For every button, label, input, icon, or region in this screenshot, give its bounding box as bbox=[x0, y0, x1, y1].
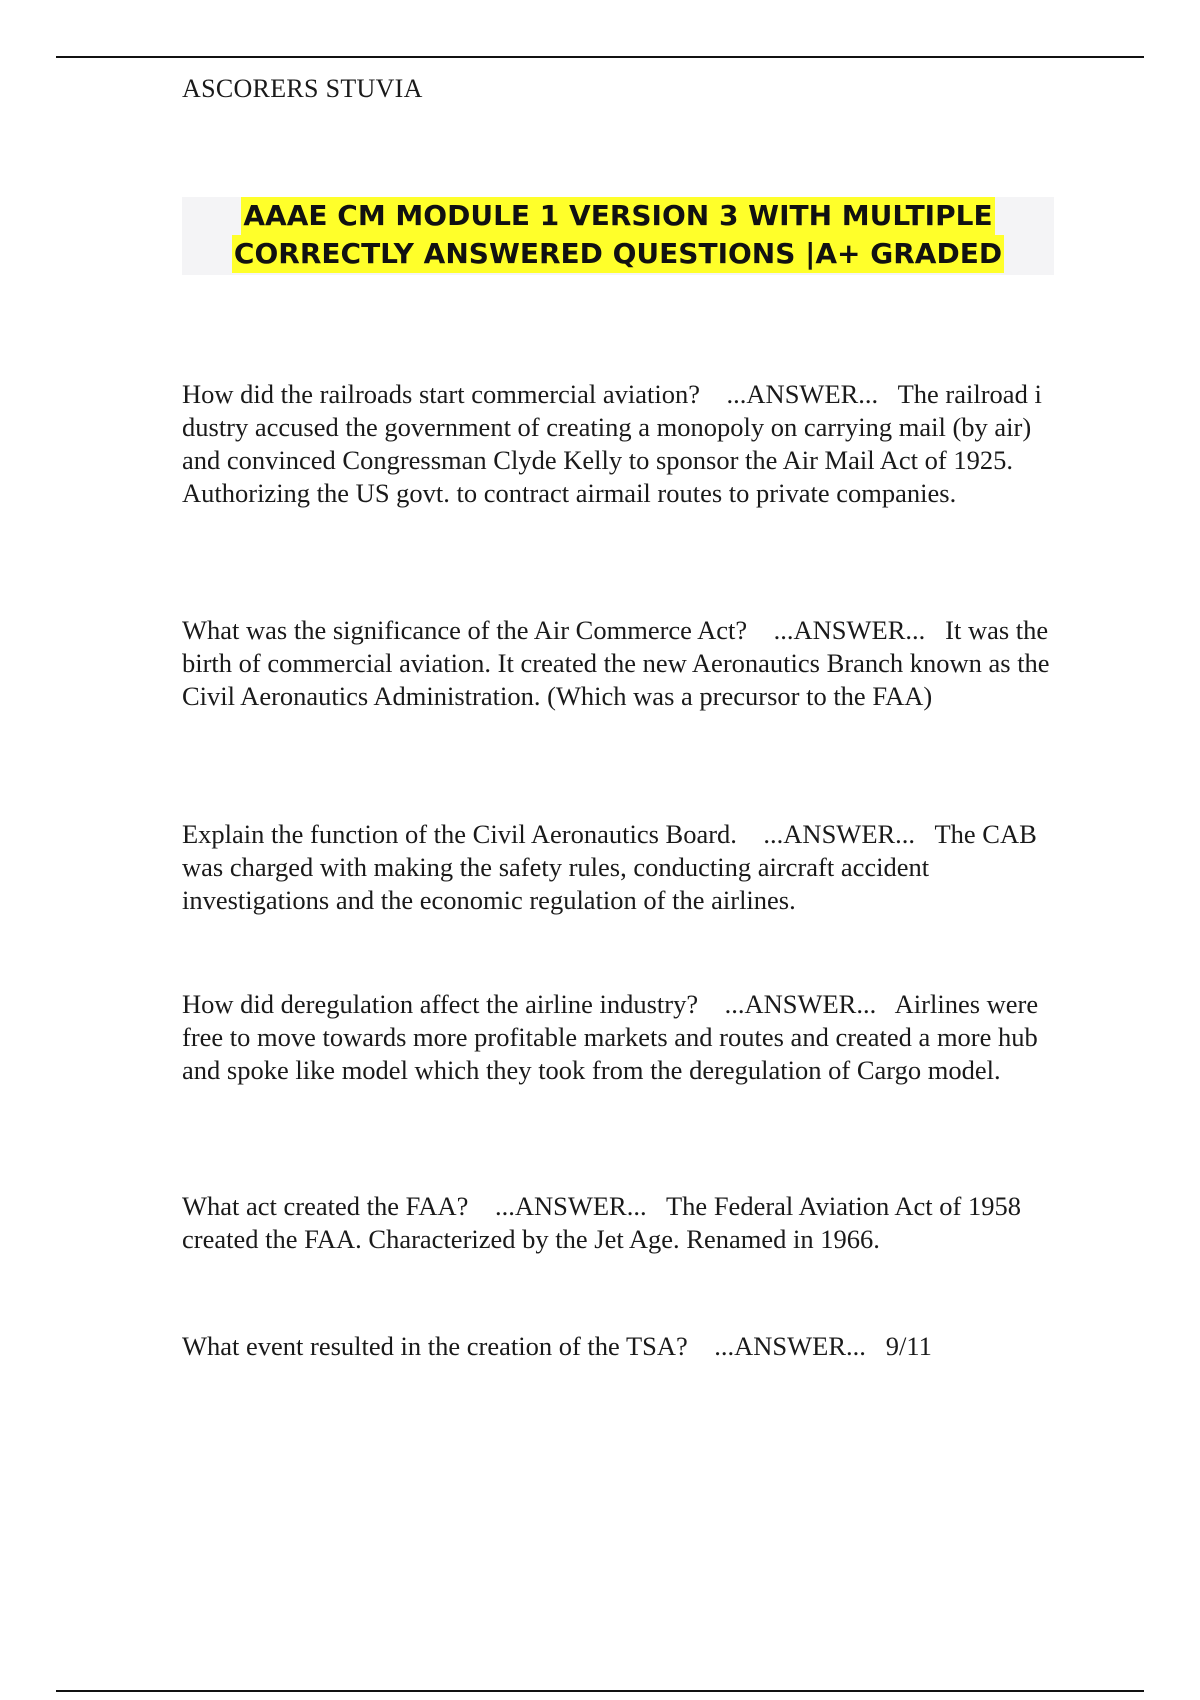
answer-separator: ...ANSWER... bbox=[714, 1331, 866, 1361]
title-line-2: CORRECTLY ANSWERED QUESTIONS |A+ GRADED bbox=[232, 235, 1004, 273]
top-rule bbox=[56, 56, 1144, 58]
answer-text: The Federal Aviation Act of 1958 created the FAA. Characterized by the Jet Age. Renamed in 1966. bbox=[182, 1191, 1021, 1254]
document-title bbox=[182, 197, 1054, 275]
answer-text: It was the birth of commercial aviation. It created the new Aeronautics Branch known as the Civil Aeronautics Administration. (Which was a precursor to the FAA) bbox=[182, 615, 1050, 711]
answer-separator: ...ANSWER... bbox=[773, 615, 926, 645]
title-line-1: AAAE CM MODULE 1 VERSION 3 WITH MULTIPLE bbox=[241, 197, 994, 235]
answer-separator: ...ANSWER... bbox=[724, 989, 877, 1019]
answer-text: The railroad i dustry accused the government of creating a monopoly on carrying mail (by air) and convinced Congressman Clyde Kelly to sponsor the Air Mail Act of 1925. Authorizing the US govt. to contract airmail routes to private companies. bbox=[182, 379, 1042, 508]
answer-text: 9/11 bbox=[885, 1331, 932, 1361]
qa-item bbox=[182, 1330, 932, 1363]
answer-text: Airlines were free to move towards more profitable markets and routes and created a more hub and spoke like model which they took from the deregulation of Cargo model. bbox=[182, 989, 1039, 1085]
question-text: Explain the function of the Civil Aeronautics Board. bbox=[182, 819, 737, 849]
question-text: What event resulted in the creation of the TSA? bbox=[182, 1331, 688, 1361]
header-brand: ASCORERS STUVIA bbox=[182, 74, 423, 103]
question-text: How did deregulation affect the airline industry? bbox=[182, 989, 699, 1019]
qa-item bbox=[182, 614, 1062, 713]
answer-separator: ...ANSWER... bbox=[494, 1191, 647, 1221]
qa-item bbox=[182, 988, 1062, 1087]
question-text: How did the railroads start commercial aviation? bbox=[182, 379, 701, 409]
qa-item bbox=[182, 818, 1062, 917]
bottom-rule bbox=[56, 1690, 1144, 1692]
answer-text: The CAB was charged with making the safety rules, conducting aircraft accident investigations and the economic regulation of the airlines. bbox=[182, 819, 1037, 915]
question-text: What was the significance of the Air Commerce Act? bbox=[182, 615, 748, 645]
answer-separator: ...ANSWER... bbox=[726, 379, 879, 409]
question-text: What act created the FAA? bbox=[182, 1191, 469, 1221]
answer-separator: ...ANSWER... bbox=[763, 819, 916, 849]
qa-item bbox=[182, 1190, 1062, 1256]
qa-item bbox=[182, 378, 1062, 510]
